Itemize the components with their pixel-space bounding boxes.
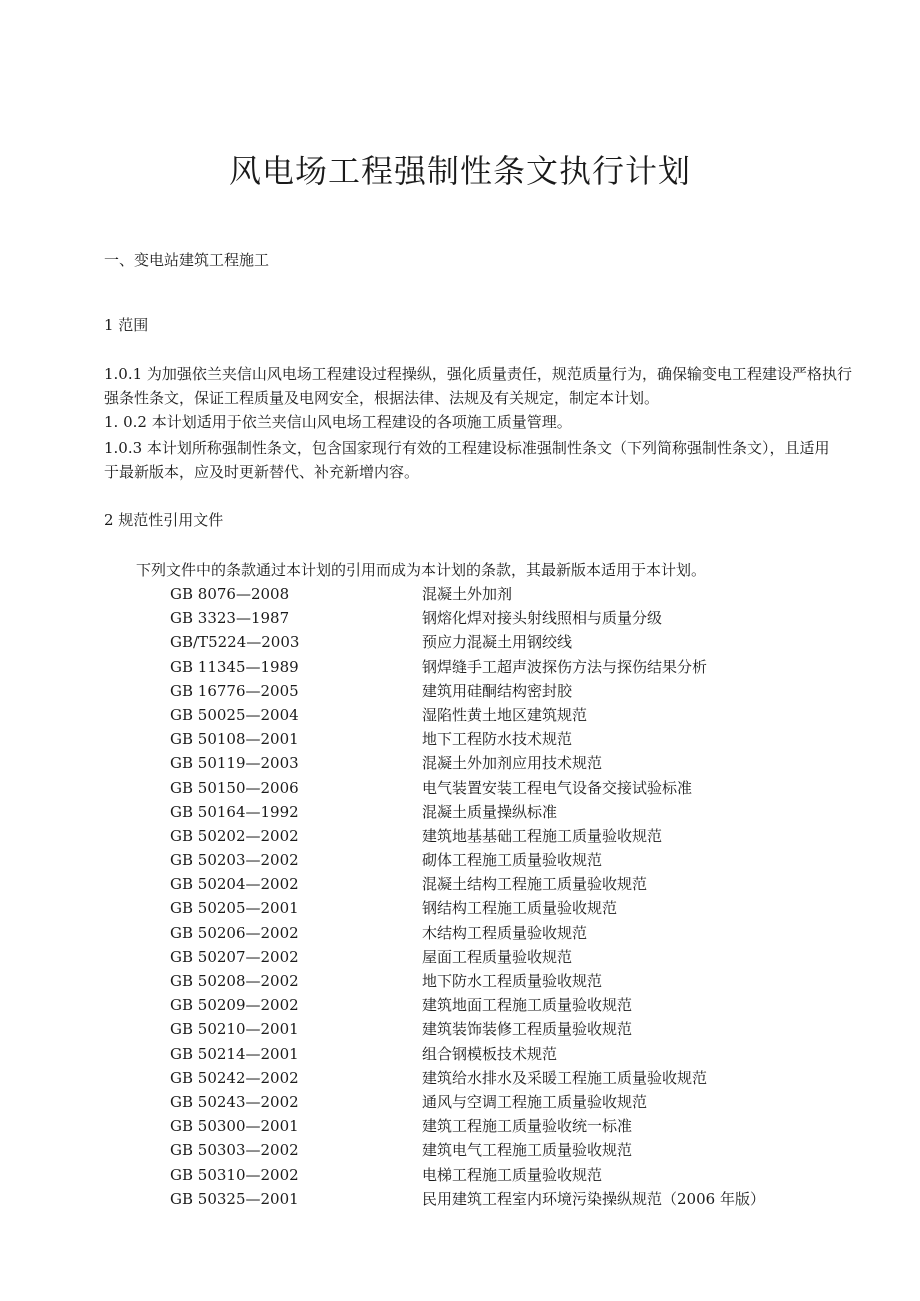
clause-1-0-2: 1. 0.2 本计划适用于依兰夹信山风电场工程建设的各项施工质量管理。 [104,413,572,431]
reference-row [170,1138,850,1162]
reference-code: GB 50207—2002 [170,947,299,966]
reference-row [170,1017,850,1041]
reference-title: 组合钢模板技术规范 [422,1044,558,1063]
reference-code: GB 50300—2001 [170,1117,299,1136]
reference-title: 预应力混凝土用钢绞线 [422,633,573,652]
reference-list [170,582,850,1211]
clause-1-0-1: 1.0.1 为加强依兰夹信山风电场工程建设过程操纵，强化质量责任，规范质量行为，确保输变电工程建设严格执行强条性条文，保证工程质量及电网安全，根据法律、法规及有关规定，制定本计划。 [104,365,852,407]
reference-row [170,848,850,872]
reference-row [170,655,850,679]
reference-code: GB 50325—2001 [170,1189,299,1208]
reference-title: 建筑给水排水及采暖工程施工质量验收规范 [422,1068,708,1087]
reference-row [170,824,850,848]
reference-row [170,582,850,606]
reference-title: 钢熔化焊对接头射线照相与质量分级 [422,609,663,628]
reference-row [170,896,850,920]
reference-code: GB 50164—1992 [170,802,299,821]
reference-row [170,679,850,703]
reference-code: GB 50210—2001 [170,1020,299,1039]
reference-row [170,945,850,969]
reference-title: 建筑地基基础工程施工质量验收规范 [422,826,663,845]
reference-row [170,703,850,727]
scope-heading: 1 范围 [104,316,149,334]
reference-row [170,1114,850,1138]
reference-row [170,606,850,630]
reference-title: 地下工程防水技术规范 [422,730,573,749]
reference-row [170,872,850,896]
reference-code: GB 50214—2001 [170,1044,299,1063]
reference-row [170,993,850,1017]
reference-title: 混凝土质量操纵标准 [422,802,558,821]
reference-code: GB 50025—2004 [170,705,299,724]
reference-title: 木结构工程质量验收规范 [422,923,588,942]
refs-heading: 2 规范性引用文件 [104,511,224,529]
reference-code: GB 11345—1989 [170,657,299,676]
reference-title: 民用建筑工程室内环境污染操纵规范（2006 年版） [422,1189,765,1208]
reference-row [170,1187,850,1211]
reference-code: GB 50209—2002 [170,996,299,1015]
reference-row [170,751,850,775]
reference-title: 建筑装饰装修工程质量验收规范 [422,1020,633,1039]
reference-title: 建筑电气工程施工质量验收规范 [422,1141,633,1160]
reference-title: 屋面工程质量验收规范 [422,947,573,966]
reference-title: 钢焊缝手工超声波探伤方法与探伤结果分析 [422,657,708,676]
reference-title: 通风与空调工程施工质量验收规范 [422,1092,648,1111]
reference-code: GB 50150—2006 [170,778,299,797]
clause-1-0-3: 1.0.3 本计划所称强制性条文，包含国家现行有效的工程建设标准强制性条文（下列简称强制性条文），且适用于最新版本，应及时更新替代、补充新增内容。 [104,439,830,481]
reference-code: GB 3323—1987 [170,609,290,628]
reference-title: 湿陷性黄土地区建筑规范 [422,705,588,724]
reference-title: 地下防水工程质量验收规范 [422,972,603,990]
reference-row [170,1042,850,1066]
reference-code: GB 50303—2002 [170,1141,299,1160]
reference-title: 砌体工程施工质量验收规范 [422,851,603,870]
reference-code: GB 50204—2002 [170,875,299,894]
reference-title: 建筑工程施工质量验收统一标准 [422,1117,633,1136]
reference-code: GB 50208—2002 [170,972,299,990]
reference-row [170,921,850,945]
reference-title: 电气装置安装工程电气设备交接试验标准 [422,778,693,797]
reference-row [170,1090,850,1114]
reference-title: 钢结构工程施工质量验收规范 [422,899,618,918]
reference-code: GB 50203—2002 [170,851,299,870]
reference-code: GB 50242—2002 [170,1068,299,1087]
reference-title: 建筑地面工程施工质量验收规范 [422,996,633,1015]
reference-row [170,1163,850,1187]
reference-title: 混凝土外加剂 [422,585,513,603]
reference-code: GB/T5224—2003 [170,633,300,652]
reference-code: GB 50206—2002 [170,923,299,942]
reference-row [170,1066,850,1090]
reference-code: GB 50202—2002 [170,826,299,845]
reference-title: 混凝土外加剂应用技术规范 [422,754,603,773]
document-title: 风电场工程强制性条文执行计划 [228,152,691,190]
reference-code: GB 50108—2001 [170,730,299,749]
reference-code: GB 16776—2005 [170,681,299,700]
reference-code: GB 50310—2002 [170,1165,299,1184]
reference-row [170,727,850,751]
reference-title: 混凝土结构工程施工质量验收规范 [422,875,648,894]
reference-row [170,969,850,993]
reference-row [170,630,850,654]
refs-intro: 下列文件中的条款通过本计划的引用而成为本计划的条款，其最新版本适用于本计划。 [136,561,707,579]
reference-code: GB 8076—2008 [170,585,290,603]
reference-title: 电梯工程施工质量验收规范 [422,1165,603,1184]
reference-code: GB 50119—2003 [170,754,299,773]
reference-row [170,776,850,800]
section-heading: 一、变电站建筑工程施工 [104,251,270,269]
reference-row [170,800,850,824]
reference-code: GB 50205—2001 [170,899,299,918]
reference-code: GB 50243—2002 [170,1092,299,1111]
reference-title: 建筑用硅酮结构密封胶 [422,681,573,700]
